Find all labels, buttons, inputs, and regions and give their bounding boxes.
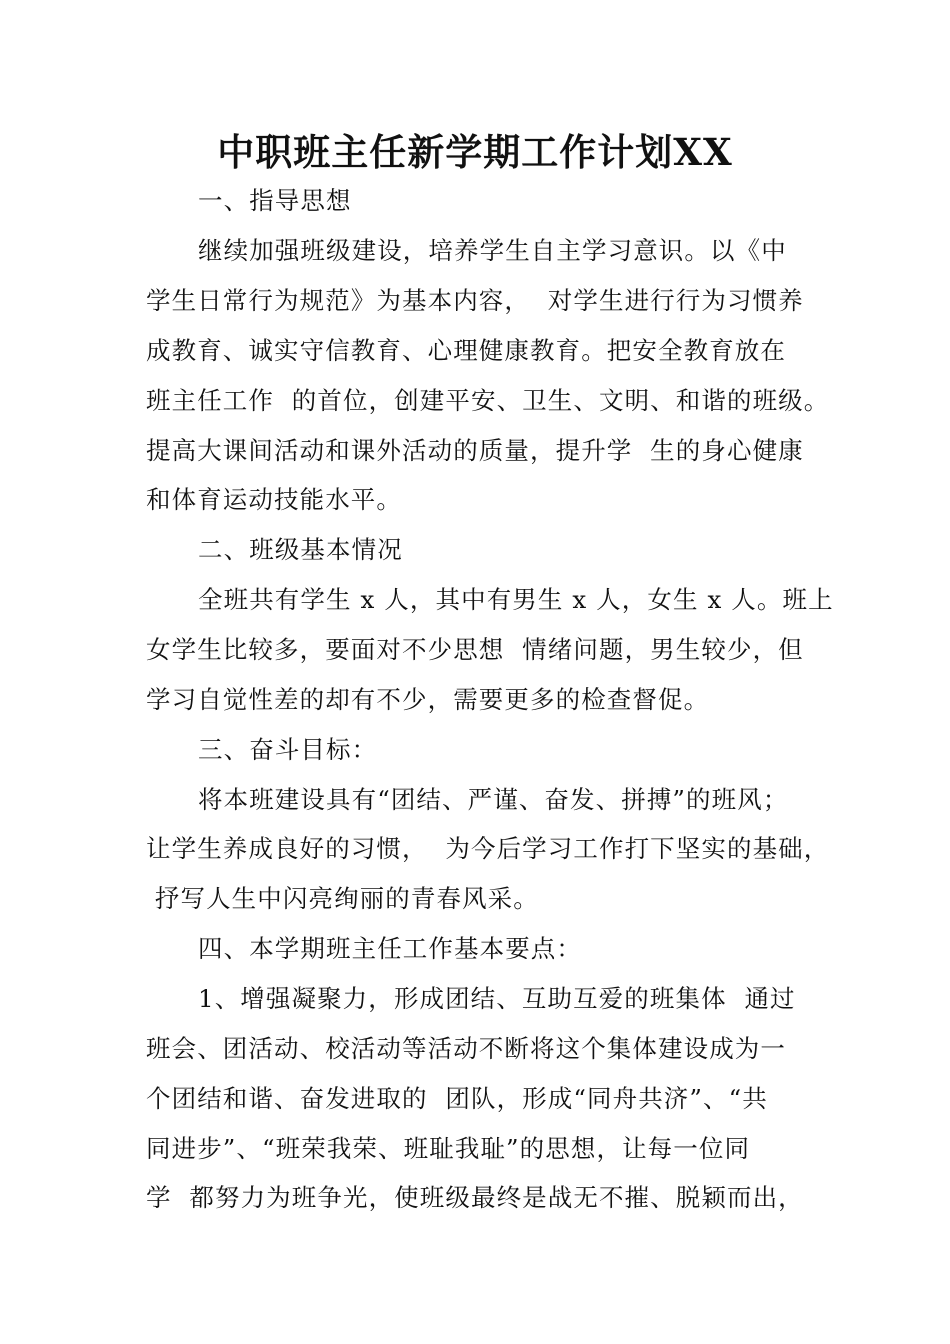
heading-guiding-thought: 一、指导思想 bbox=[198, 186, 352, 215]
paragraph-line: 学习自觉性差的却有不少，需要更多的检查督促。 bbox=[146, 685, 710, 714]
paragraph-line: 将本班建设具有“团结、严谨、奋发、拼搏”的班风； bbox=[198, 785, 789, 814]
heading-goals: 三、奋斗目标： bbox=[198, 735, 378, 764]
paragraph-line: 班会、团活动、校活动等活动不断将这个集体建设成为一 bbox=[146, 1034, 786, 1063]
paragraph-line: 同进步”、“班荣我荣、班耻我耻”的思想，让每一位同 bbox=[146, 1134, 751, 1163]
paragraph-line: 全班共有学生 x 人，其中有男生 x 人，女生 x 人。班上 bbox=[198, 585, 834, 614]
paragraph-line: 继续加强班级建设，培养学生自主学习意识。以《中 bbox=[198, 236, 787, 265]
paragraph-line: 班主任工作 的首位，创建平安、卫生、文明、和谐的班级。 bbox=[146, 386, 830, 415]
paragraph-line: 学 都努力为班争光，使班级最终是战无不摧、脱颖而出， bbox=[146, 1183, 804, 1212]
paragraph-line: 和体育运动技能水平。 bbox=[146, 485, 402, 514]
paragraph-line: 学生日常行为规范》为基本内容， 对学生进行行为习惯养 bbox=[146, 286, 804, 315]
document-title: 中职班主任新学期工作计划XX bbox=[217, 130, 733, 174]
heading-work-points: 四、本学期班主任工作基本要点： bbox=[198, 934, 582, 963]
paragraph-line: 提高大课间活动和课外活动的质量，提升学 生的身心健康 bbox=[146, 436, 804, 465]
paragraph-line: 个团结和谐、奋发进取的 团队，形成“同舟共济”、“共 bbox=[146, 1084, 768, 1113]
paragraph-line: 抒写人生中闪亮绚丽的青春风采。 bbox=[146, 884, 539, 913]
paragraph-line: 女学生比较多，要面对不少思想 情绪问题，男生较少，但 bbox=[146, 635, 804, 664]
paragraph-line: 让学生养成良好的习惯， 为今后学习工作打下坚实的基础， bbox=[146, 834, 830, 863]
paragraph-line: 1、增强凝聚力，形成团结、互助互爱的班集体 通过 bbox=[198, 984, 796, 1013]
paragraph-line: 成教育、诚实守信教育、心理健康教育。把安全教育放在 bbox=[146, 336, 786, 365]
heading-class-situation: 二、班级基本情况 bbox=[198, 535, 403, 564]
